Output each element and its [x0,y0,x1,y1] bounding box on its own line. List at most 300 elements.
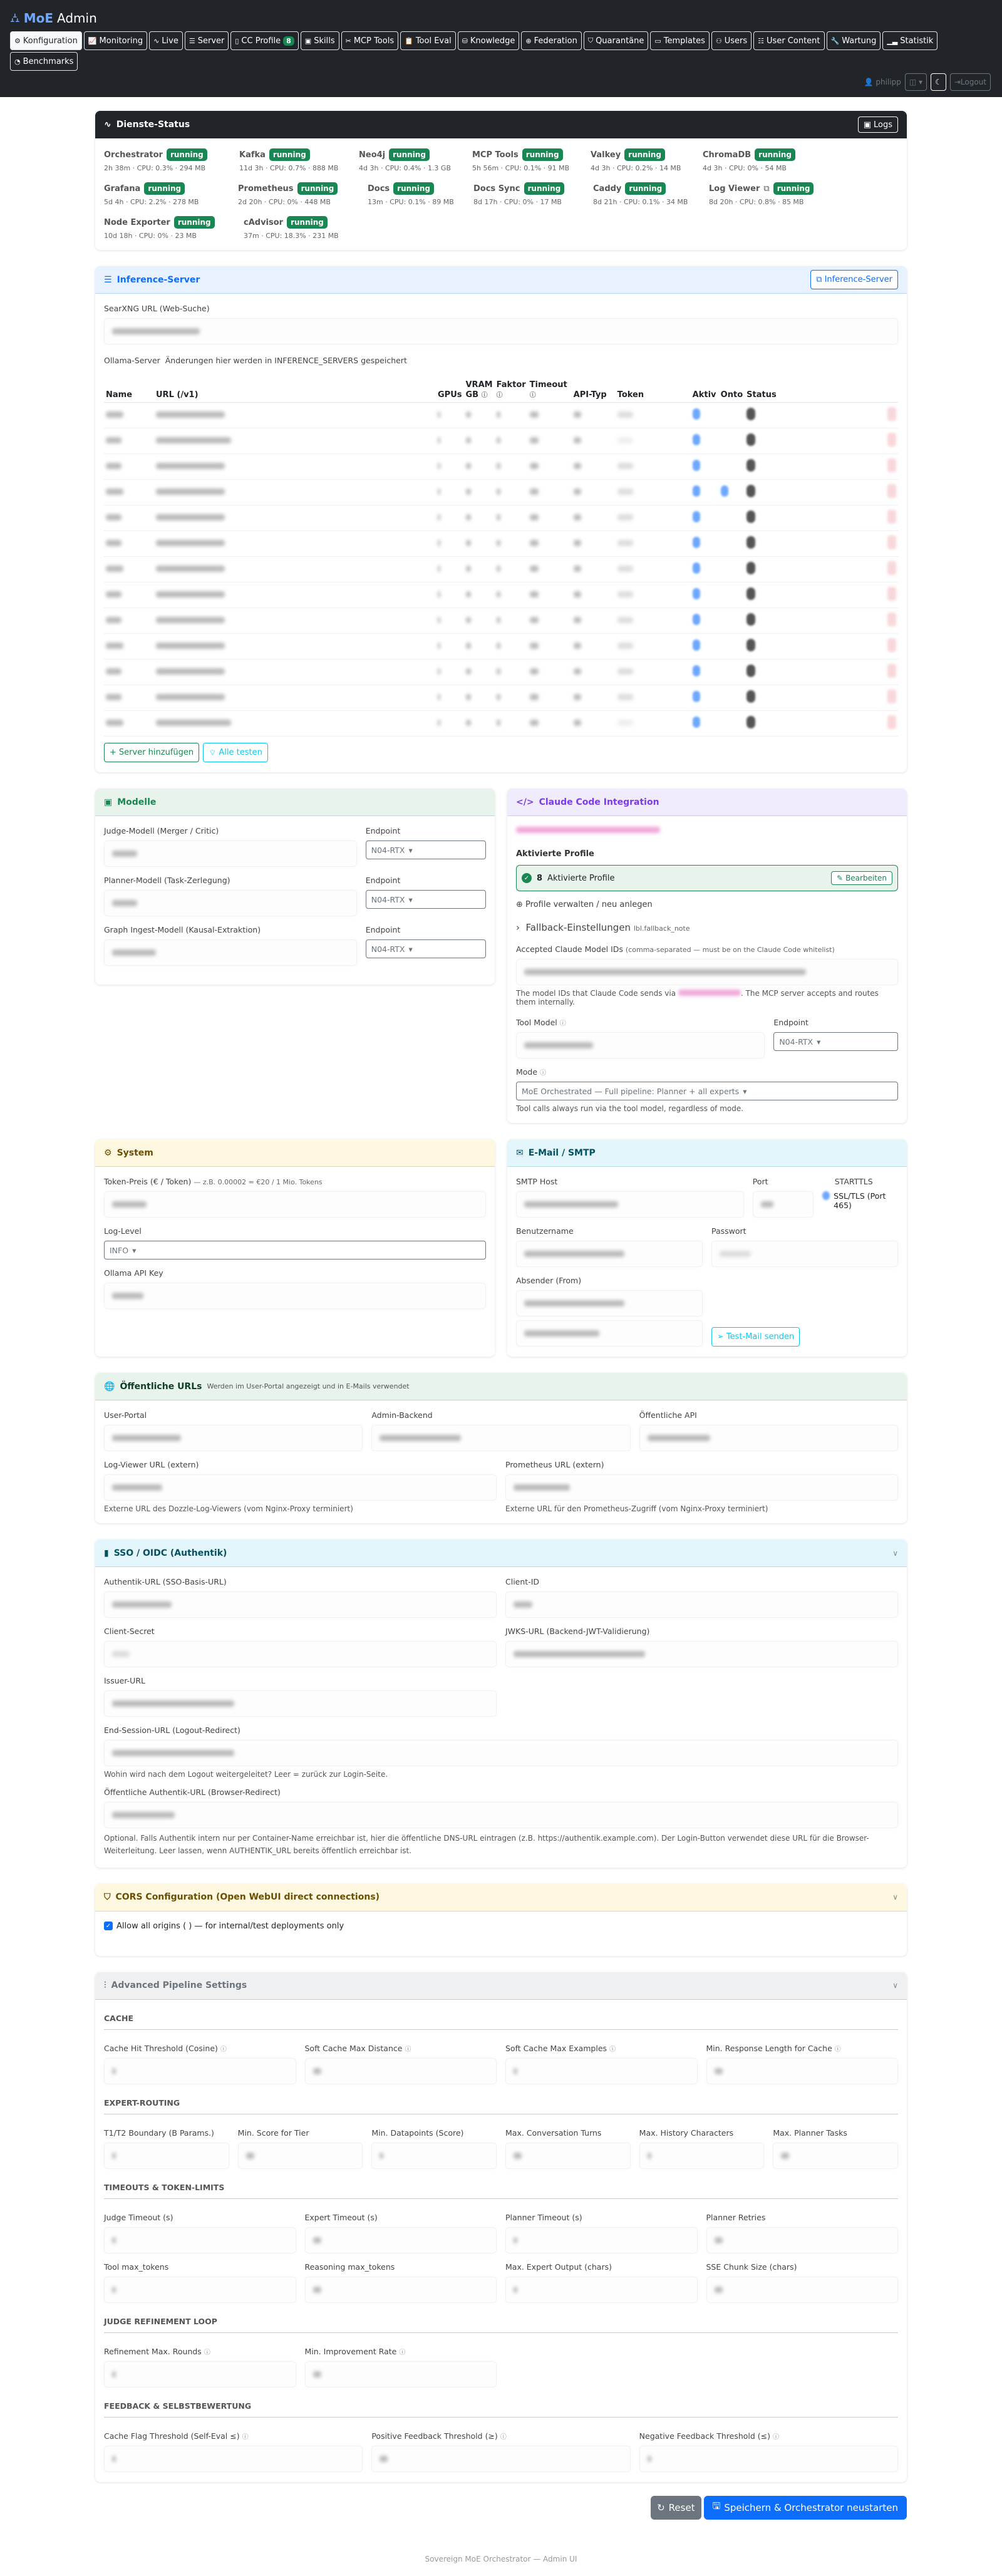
server-token[interactable] [616,454,691,480]
server-api-type[interactable] [572,454,616,480]
accepted-ids-input[interactable] [516,959,898,985]
info-icon[interactable]: ⓘ [773,2433,780,2441]
service-meta: 8d 20h · CPU: 0.8% · 85 MB [709,198,804,206]
delete-server-button[interactable] [782,634,898,660]
server-url[interactable] [154,557,436,582]
service-name: ChromaDB [703,150,752,160]
server-faktor[interactable] [495,428,528,454]
setting-input[interactable] [305,2277,497,2303]
setting-input[interactable] [305,2361,497,2387]
service-item [359,148,463,172]
delete-server-button[interactable] [782,557,898,582]
server-name[interactable] [104,711,154,737]
setting-label-text: Expert Timeout (s) [304,2212,378,2222]
server-faktor[interactable] [495,634,528,660]
tab-statistik[interactable] [882,31,937,50]
server-timeout[interactable] [528,480,572,505]
server-onto-toggle[interactable] [719,634,745,660]
server-onto-toggle[interactable] [719,531,745,557]
setting-field [505,2128,631,2169]
server-gpus[interactable] [436,480,464,505]
port-input[interactable] [753,1191,813,1218]
server-url[interactable] [154,505,436,531]
server-gpus[interactable] [436,634,464,660]
server-gpus[interactable] [436,582,464,608]
setting-input[interactable] [238,2143,363,2169]
section-heading: CACHE [104,2014,898,2030]
server-vram[interactable] [464,685,495,711]
server-faktor[interactable] [495,403,528,428]
server-gpus[interactable] [436,505,464,531]
allow-all-origins[interactable] [104,1922,898,1931]
send-test-mail-button[interactable]: ➢ Test-Mail senden [711,1327,800,1347]
server-active-toggle[interactable] [691,582,719,608]
server-name[interactable] [104,685,154,711]
server-faktor[interactable] [495,557,528,582]
setting-label [371,2128,497,2138]
server-timeout[interactable] [528,557,572,582]
server-onto-toggle[interactable] [719,454,745,480]
server-name[interactable] [104,634,154,660]
server-onto-toggle[interactable] [719,428,745,454]
tab-label: Tool Eval [415,36,452,46]
server-faktor[interactable] [495,685,528,711]
delete-server-button[interactable] [782,608,898,634]
card-header[interactable] [95,1972,907,2000]
col-token: Token [616,378,691,403]
server-vram[interactable] [464,557,495,582]
ssl-switch[interactable] [822,1191,830,1200]
server-active-toggle[interactable] [691,403,719,428]
setting-input[interactable] [639,2143,765,2169]
server-token[interactable] [616,685,691,711]
setting-field [639,2431,898,2472]
delete-server-button[interactable] [782,505,898,531]
api-input[interactable] [639,1425,898,1451]
graph-model-label: Graph Ingest-Modell (Kausal-Extraktion) [104,925,261,934]
setting-input[interactable] [104,2058,296,2084]
server-onto-toggle[interactable] [719,505,745,531]
endpoint-label: Endpoint [773,1018,808,1027]
server-timeout[interactable] [528,403,572,428]
card-header[interactable] [95,1884,907,1911]
setting-input[interactable] [371,2143,497,2169]
mode-select[interactable]: MoE Orchestrated — Full pipeline: Planner + all experts ▾ [516,1082,898,1100]
judge-model-input[interactable] [104,841,357,867]
tab-benchmarks[interactable] [10,52,78,71]
service-meta: 2h 38m · CPU: 0.3% · 294 MB [104,164,206,172]
server-timeout[interactable] [528,454,572,480]
setting-label-text: Planner Retries [706,2212,766,2222]
server-token[interactable] [616,403,691,428]
server-timeout[interactable] [528,505,572,531]
test-all-button[interactable]: ⌔ Alle testen [203,743,268,762]
jwks-input[interactable] [505,1641,898,1667]
server-vram[interactable] [464,711,495,737]
external-link-icon[interactable]: ⧉ [763,184,770,194]
server-api-type[interactable] [572,505,616,531]
delete-server-button[interactable] [782,403,898,428]
public-authentik-input[interactable] [104,1802,898,1828]
server-api-type[interactable] [572,403,616,428]
prom-input[interactable] [505,1474,898,1501]
setting-input[interactable] [305,2058,497,2084]
setting-input[interactable] [104,2227,296,2253]
setting-label-text: Reasoning max_tokens [304,2262,395,2272]
client-secret-input[interactable] [104,1641,497,1667]
info-icon[interactable]: ⓘ [399,2349,406,2356]
setting-input[interactable] [706,2058,899,2084]
tool-model-input[interactable] [516,1032,765,1058]
authentik-url-input[interactable] [104,1591,497,1618]
server-faktor[interactable] [495,531,528,557]
save-restart-button[interactable] [704,2496,907,2520]
server-api-type[interactable] [572,531,616,557]
server-active-toggle[interactable] [691,557,719,582]
server-active-toggle[interactable] [691,505,719,531]
delete-server-button[interactable] [782,480,898,505]
server-url[interactable] [154,685,436,711]
chevron-down-icon[interactable]: ∨ [892,1548,898,1558]
info-icon[interactable]: ⓘ [405,2046,411,2053]
delete-server-button[interactable] [782,685,898,711]
server-vram[interactable] [464,454,495,480]
issuer-input[interactable] [104,1690,497,1717]
setting-label-text: SSE Chunk Size (chars) [706,2262,797,2272]
server-name[interactable] [104,403,154,428]
server-vram[interactable] [464,634,495,660]
setting-label [371,2431,630,2441]
tab-skills[interactable] [301,31,339,50]
server-icon: ☰ [104,274,112,285]
server-api-type[interactable] [572,557,616,582]
setting-input[interactable] [505,2143,631,2169]
tab-label: Wartung [842,36,877,46]
server-api-type[interactable] [572,480,616,505]
prom-help: Externe URL für den Prometheus-Zugriff (vom Nginx-Proxy terminiert) [505,1504,768,1513]
inference-server-link[interactable]: ⧉ Inference-Server [810,270,898,289]
server-gpus[interactable] [436,608,464,634]
user-bar [10,73,992,91]
server-gpus[interactable] [436,711,464,737]
fallback-toggle[interactable]: › Fallback-Einstellungen lbl.fallback_note [516,922,690,933]
setting-input[interactable] [505,2227,698,2253]
accepted-ids-label [516,944,898,954]
server-onto-toggle[interactable] [719,557,745,582]
server-active-toggle[interactable] [691,634,719,660]
server-token[interactable] [616,557,691,582]
server-api-type[interactable] [572,660,616,685]
admin-input[interactable] [371,1425,630,1451]
mode-text: Mode [516,1067,538,1077]
info-icon[interactable]: ⓘ [500,2433,507,2441]
server-name[interactable] [104,557,154,582]
tab-quarant-ne[interactable] [584,31,649,50]
reset-button[interactable]: ↻ Reset [651,2496,701,2520]
server-url[interactable] [154,428,436,454]
edit-profiles-button[interactable]: ✎ Bearbeiten [831,871,892,885]
server-gpus[interactable] [436,403,464,428]
server-token[interactable] [616,582,691,608]
logviewer-input[interactable] [104,1474,497,1501]
graph-endpoint-select[interactable]: N04-RTX ▾ [366,939,486,958]
tab-cc-profile[interactable] [230,31,298,50]
server-onto-toggle[interactable] [719,685,745,711]
server-name[interactable] [104,660,154,685]
info-icon[interactable]: ⓘ [204,2349,210,2356]
server-name[interactable] [104,428,154,454]
delete-server-button[interactable] [782,454,898,480]
tab-knowledge[interactable] [458,31,520,50]
server-url[interactable] [154,403,436,428]
server-token[interactable] [616,531,691,557]
tab-label: Users [724,36,748,46]
status-badge: running [522,148,563,161]
server-gpus[interactable] [436,454,464,480]
tool-endpoint-select[interactable]: N04-RTX ▾ [773,1032,898,1051]
info-icon[interactable]: ⓘ [540,1070,547,1077]
token-price-text: Token-Preis (€ / Token) [104,1177,192,1186]
setting-input[interactable] [305,2227,497,2253]
server-active-toggle[interactable] [691,480,719,505]
shield-exclamation-icon: ⛉ [587,36,594,44]
server-token[interactable] [616,428,691,454]
end-session-label: End-Session-URL (Logout-Redirect) [104,1725,240,1735]
graph-model-input[interactable] [104,939,357,966]
delete-server-button[interactable] [782,660,898,685]
card-header[interactable] [95,1539,907,1567]
server-faktor[interactable] [495,480,528,505]
planner-model-input[interactable] [104,890,357,916]
server-vram[interactable] [464,582,495,608]
server-onto-toggle[interactable] [719,480,745,505]
logout-button[interactable]: ⇥ Logout [950,73,991,91]
server-api-type[interactable] [572,582,616,608]
server-timeout[interactable] [528,634,572,660]
server-gpus[interactable] [436,557,464,582]
setting-field [639,2128,765,2169]
tab-user-content[interactable] [753,31,824,50]
delete-server-button[interactable] [782,711,898,737]
server-vram[interactable] [464,428,495,454]
server-active-toggle[interactable] [691,711,719,737]
setting-input[interactable] [104,2446,363,2472]
database-icon: ⛁ [462,36,468,45]
server-onto-toggle[interactable] [719,608,745,634]
server-token[interactable] [616,608,691,634]
cors-card [95,1884,907,1956]
portal-input[interactable] [104,1425,363,1451]
server-vram[interactable] [464,660,495,685]
server-name[interactable] [104,454,154,480]
server-name[interactable] [104,531,154,557]
server-faktor[interactable] [495,608,528,634]
end-session-input[interactable] [104,1740,898,1766]
chevron-down-icon[interactable]: ∨ [892,1893,898,1902]
status-badge: running [167,148,207,161]
server-api-type[interactable] [572,711,616,737]
server-row [104,505,898,531]
tab-templates[interactable] [650,31,710,50]
logs-button[interactable]: ▣ Logs [858,116,898,133]
server-api-type[interactable] [572,634,616,660]
server-name[interactable] [104,480,154,505]
info-icon[interactable]: ⓘ [609,2046,616,2053]
setting-input[interactable] [104,2277,296,2303]
info-icon[interactable]: ⓘ [834,2046,841,2053]
server-faktor[interactable] [495,660,528,685]
info-icon[interactable]: ⓘ [529,392,536,399]
setting-input[interactable] [505,2058,698,2084]
server-active-toggle[interactable] [691,531,719,557]
info-icon[interactable]: ⓘ [496,392,503,399]
server-timeout[interactable] [528,428,572,454]
service-item [368,182,465,206]
server-timeout[interactable] [528,608,572,634]
server-faktor[interactable] [495,582,528,608]
setting-input[interactable] [706,2227,899,2253]
setting-input[interactable] [371,2446,630,2472]
server-vram[interactable] [464,480,495,505]
server-onto-toggle[interactable] [719,660,745,685]
server-faktor[interactable] [495,454,528,480]
username-input[interactable] [516,1241,703,1267]
server-url[interactable] [154,582,436,608]
server-url[interactable] [154,608,436,634]
server-active-toggle[interactable] [691,428,719,454]
server-timeout[interactable] [528,531,572,557]
server-url[interactable] [154,634,436,660]
status-badge: running [269,148,310,161]
client-id-input[interactable] [505,1591,898,1618]
server-faktor[interactable] [495,505,528,531]
tab-wartung[interactable] [827,31,881,50]
tab-server[interactable] [185,31,229,50]
server-api-type[interactable] [572,428,616,454]
from-name-input[interactable] [516,1320,703,1347]
tab-users[interactable] [711,31,752,50]
layout-toggle[interactable]: ◫ ▾ [905,73,927,91]
info-icon[interactable]: ⓘ [559,1020,566,1027]
server-active-toggle[interactable] [691,660,719,685]
tab-monitoring[interactable] [84,31,147,50]
allow-all-checkbox[interactable]: ✓ [104,1922,113,1930]
server-onto-toggle[interactable] [719,582,745,608]
server-timeout[interactable] [528,685,572,711]
delete-server-button[interactable] [782,582,898,608]
setting-input[interactable] [104,2143,229,2169]
server-vram[interactable] [464,531,495,557]
server-name[interactable] [104,505,154,531]
server-api-type[interactable] [572,608,616,634]
brand[interactable] [10,9,992,28]
tab-konfiguration[interactable] [10,31,82,50]
server-active-toggle[interactable] [691,454,719,480]
server-name[interactable] [104,608,154,634]
delete-server-button[interactable] [782,428,898,454]
server-onto-toggle[interactable] [719,403,745,428]
server-vram[interactable] [464,608,495,634]
server-onto-toggle[interactable] [719,711,745,737]
server-vram[interactable] [464,403,495,428]
server-gpus[interactable] [436,685,464,711]
mode-help: Tool calls always run via the tool model, regardless of mode. [516,1104,744,1113]
setting-input[interactable] [104,2361,296,2387]
server-timeout[interactable] [528,660,572,685]
server-token[interactable] [616,634,691,660]
server-timeout[interactable] [528,582,572,608]
col-timeout [528,378,572,403]
setting-input[interactable] [773,2143,898,2169]
tab-mcp-tools[interactable] [341,31,399,50]
log-level-value: INFO [110,1245,129,1255]
server-url[interactable] [154,531,436,557]
server-token[interactable] [616,505,691,531]
setting-label [706,2262,899,2272]
smtp-host-input[interactable] [516,1191,744,1218]
delete-server-button[interactable] [782,531,898,557]
log-level-select[interactable]: INFO ▾ [104,1241,486,1260]
server-timeout[interactable] [528,711,572,737]
theme-toggle-moon-icon[interactable]: ☾ [931,73,946,91]
setting-input[interactable] [505,2277,698,2303]
server-api-type[interactable] [572,685,616,711]
server-row [104,428,898,454]
tab-live[interactable] [149,31,183,50]
info-icon[interactable]: ⓘ [242,2433,249,2441]
server-active-toggle[interactable] [691,608,719,634]
server-url[interactable] [154,480,436,505]
server-token[interactable] [616,480,691,505]
envelope-icon: ✉ [516,1147,524,1158]
server-gpus[interactable] [436,428,464,454]
ssl-toggle[interactable] [822,1191,898,1210]
server-row [104,608,898,634]
server-gpus[interactable] [436,531,464,557]
starttls-label: STARTTLS [834,1177,873,1186]
chevron-down-icon[interactable]: ∨ [892,1981,898,1990]
tab-label: Monitoring [99,36,143,46]
tab-label: Server [197,36,225,46]
judge-endpoint-select[interactable]: N04-RTX ▾ [366,841,486,859]
tab-tool-eval[interactable] [400,31,456,50]
server-faktor[interactable] [495,711,528,737]
manage-profiles-link[interactable]: ⊕ Profile verwalten / neu anlegen [516,900,653,909]
server-vram[interactable] [464,505,495,531]
server-token[interactable] [616,660,691,685]
add-server-button[interactable]: + Server hinzufügen [104,743,199,762]
info-icon[interactable]: ⓘ [220,2046,227,2053]
tab-federation[interactable] [521,31,581,50]
server-url[interactable] [154,454,436,480]
api-key-input[interactable] [104,1283,486,1309]
server-token[interactable] [616,711,691,737]
password-input[interactable] [711,1241,898,1267]
setting-input[interactable] [706,2277,899,2303]
token-price-input[interactable] [104,1191,486,1218]
setting-input[interactable] [639,2446,898,2472]
from-email-input[interactable] [516,1290,703,1316]
info-icon[interactable]: ⓘ [481,392,488,399]
server-url[interactable] [154,711,436,737]
server-url[interactable] [154,660,436,685]
server-active-toggle[interactable] [691,685,719,711]
searxng-input[interactable] [104,318,898,344]
setting-label-text: Tool max_tokens [104,2262,169,2272]
server-gpus[interactable] [436,660,464,685]
server-name[interactable] [104,582,154,608]
planner-endpoint-select[interactable]: N04-RTX ▾ [366,890,486,909]
